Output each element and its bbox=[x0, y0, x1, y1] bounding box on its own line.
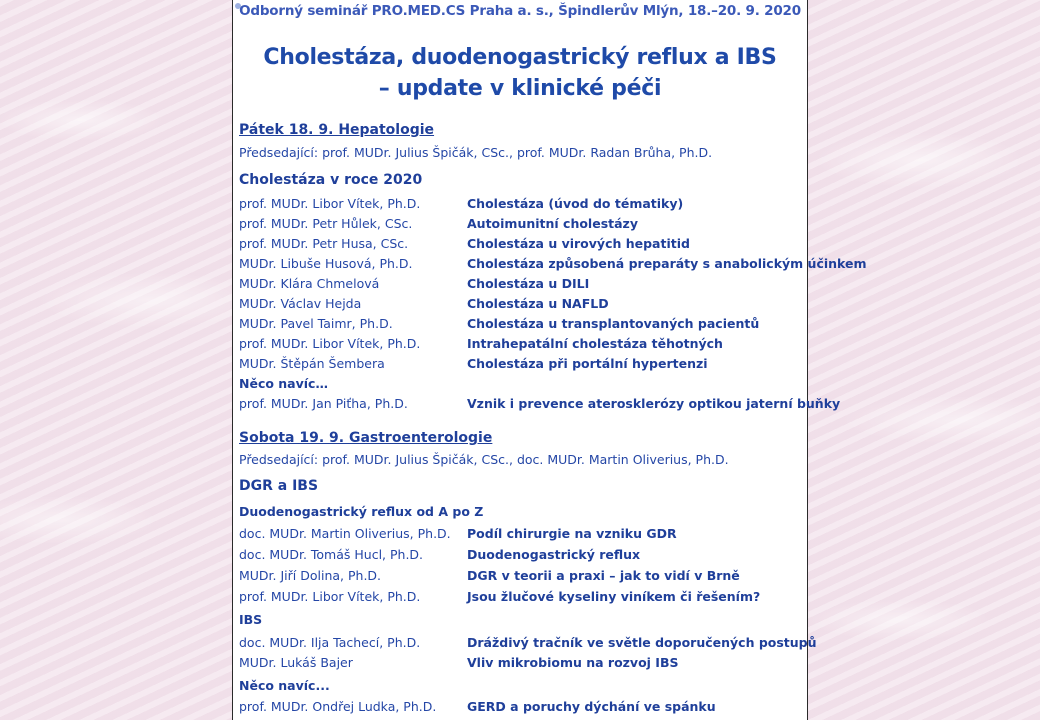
topic: Cholestáza u NAFLD bbox=[467, 296, 609, 311]
programme-row bbox=[239, 526, 807, 544]
speaker: MUDr. Libuše Husová, Ph.D. bbox=[239, 256, 413, 271]
programme-row bbox=[239, 256, 867, 274]
speaker: prof. MUDr. Ondřej Ludka, Ph.D. bbox=[239, 699, 437, 714]
day2-subsection-1: Duodenogastrický reflux od A po Z bbox=[239, 504, 484, 519]
topic: Vliv mikrobiomu na rozvoj IBS bbox=[467, 655, 679, 670]
programme-row bbox=[239, 699, 807, 717]
topic: Autoimunitní cholestázy bbox=[467, 216, 638, 231]
programme-row bbox=[239, 316, 807, 334]
speaker: MUDr. Klára Chmelová bbox=[239, 276, 380, 291]
day2-subsection-2: IBS bbox=[239, 612, 263, 627]
speaker: MUDr. Lukáš Bajer bbox=[239, 655, 353, 670]
programme-row bbox=[239, 589, 807, 607]
topic: Intrahepatální cholestáza těhotných bbox=[467, 336, 723, 351]
programme-row bbox=[239, 568, 807, 586]
speaker: prof. MUDr. Libor Vítek, Ph.D. bbox=[239, 589, 421, 604]
seminar-header: Odborný seminář PRO.MED.CS Praha a. s., Špindlerův Mlýn, 18.–20. 9. 2020 bbox=[239, 3, 801, 19]
day2-heading: Sobota 19. 9. Gastroenterologie bbox=[239, 430, 493, 446]
programme-row bbox=[239, 276, 807, 294]
speaker: doc. MUDr. Ilja Tachecí, Ph.D. bbox=[239, 635, 421, 650]
topic: Podíl chirurgie na vzniku GDR bbox=[467, 526, 677, 541]
day2-extra-label: Něco navíc... bbox=[239, 678, 330, 693]
programme-document bbox=[232, 0, 867, 720]
speaker: prof. MUDr. Petr Husa, CSc. bbox=[239, 236, 409, 251]
speaker: MUDr. Jiří Dolina, Ph.D. bbox=[239, 568, 382, 583]
speaker: prof. MUDr. Libor Vítek, Ph.D. bbox=[239, 196, 421, 211]
programme-row bbox=[239, 356, 807, 374]
programme-row bbox=[239, 396, 841, 414]
speaker: MUDr. Štěpán Šembera bbox=[239, 356, 385, 371]
speaker: MUDr. Václav Hejda bbox=[239, 296, 362, 311]
day1-chairs: Předsedající: prof. MUDr. Julius Špičák, CSc., prof. MUDr. Radan Brůha, Ph.D. bbox=[239, 145, 713, 160]
speaker: prof. MUDr. Jan Piťha, Ph.D. bbox=[239, 396, 408, 411]
programme-row bbox=[239, 336, 807, 354]
speaker: prof. MUDr. Petr Hůlek, CSc. bbox=[239, 216, 413, 231]
day1-section-title: Cholestáza v roce 2020 bbox=[239, 172, 423, 188]
topic: Cholestáza při portální hypertenzi bbox=[467, 356, 708, 371]
topic: Duodenogastrický reflux bbox=[467, 547, 641, 562]
topic: Vznik i prevence aterosklerózy optikou jaterní buňky bbox=[467, 396, 841, 411]
programme-row bbox=[239, 635, 817, 653]
day2-chairs: Předsedající: prof. MUDr. Julius Špičák, CSc., doc. MUDr. Martin Oliverius, Ph.D. bbox=[239, 452, 729, 467]
programme-row bbox=[239, 296, 807, 314]
programme-row bbox=[239, 547, 807, 565]
document-title-line-1: Cholestáza, duodenogastrický reflux a IBS bbox=[263, 45, 777, 70]
topic: Cholestáza u transplantovaných pacientů bbox=[467, 316, 760, 331]
programme-row bbox=[239, 236, 807, 254]
speaker: prof. MUDr. Libor Vítek, Ph.D. bbox=[239, 336, 421, 351]
day1-heading: Pátek 18. 9. Hepatologie bbox=[239, 122, 435, 138]
day2-section-title: DGR a IBS bbox=[239, 478, 319, 494]
topic: Cholestáza způsobená preparáty s anabolickým účinkem bbox=[467, 256, 867, 271]
topic: Cholestáza u DILI bbox=[467, 276, 590, 291]
topic: Jsou žlučové kyseliny viníkem či řešením? bbox=[467, 589, 761, 604]
document-title-line-2: – update v klinické péči bbox=[378, 76, 662, 101]
topic: Cholestáza u virových hepatitid bbox=[467, 236, 690, 251]
topic: GERD a poruchy dýchání ve spánku bbox=[467, 699, 716, 714]
programme-row bbox=[239, 655, 807, 673]
day1-extra-label: Něco navíc… bbox=[239, 376, 328, 391]
speaker: doc. MUDr. Martin Oliverius, Ph.D. bbox=[239, 526, 451, 541]
programme-row bbox=[239, 196, 807, 214]
topic: Dráždivý tračník ve světle doporučených postupů bbox=[467, 635, 817, 650]
speaker: doc. MUDr. Tomáš Hucl, Ph.D. bbox=[239, 547, 424, 562]
speaker: MUDr. Pavel Taimr, Ph.D. bbox=[239, 316, 393, 331]
topic: Cholestáza (úvod do tématiky) bbox=[467, 196, 684, 211]
programme-row bbox=[239, 216, 807, 234]
topic: DGR v teorii a praxi – jak to vidí v Brně bbox=[467, 568, 740, 583]
